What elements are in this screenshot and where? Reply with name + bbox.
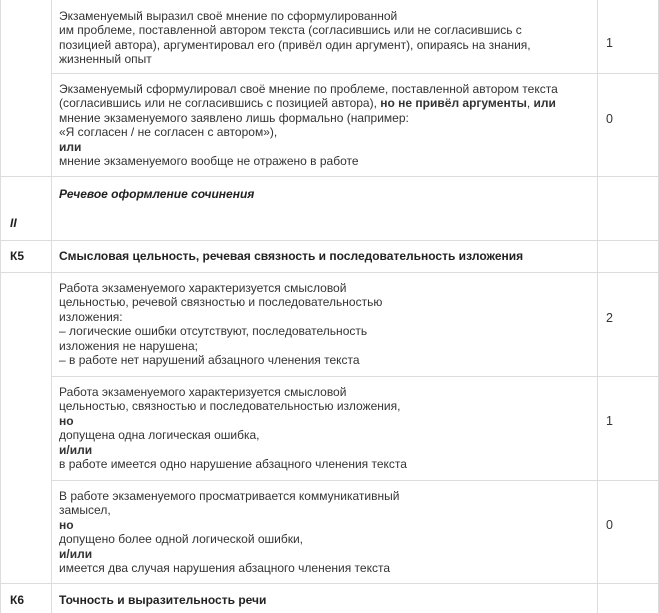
- section-number: II: [10, 216, 17, 230]
- table-border-left: [0, 0, 1, 613]
- criterion-code: К6: [10, 593, 24, 607]
- score-value: 0: [606, 518, 613, 532]
- score-value: 1: [606, 414, 613, 428]
- criterion-text: Работа экзаменуемого характеризуется смысловой цельностью, связностью и последовательностью изложения, но допущена одна логическая ошибка, и/или в работе имеется одно нарушение абзацного членения текста: [59, 385, 407, 472]
- row-divider: [0, 583, 659, 584]
- criterion-text: В работе экзаменуемого просматривается коммуникативный замысел, но допущено более одной логической ошибки, и/или имеется два случая нарушения абзацного членения текста: [59, 489, 400, 576]
- criterion-title: Точность и выразительность речи: [59, 593, 267, 607]
- column-divider-1: [51, 0, 52, 613]
- row-divider: [0, 176, 659, 177]
- criterion-code: К5: [10, 249, 24, 263]
- row-divider: [0, 272, 659, 273]
- score-value: 1: [606, 36, 613, 50]
- criterion-text: Экзаменуемый сформулировал своё мнение по проблеме, поставленной автором текста (согласившись или не согласившись с позицией автора), но не привёл аргументы, или мнение экзаменуемого заявлено лишь формально (например: «Я согласен / не согласен с автором»), или мнение экзаменуемого вообще не отражено в работе: [59, 82, 558, 169]
- column-divider-2: [597, 0, 598, 613]
- section-title: Речевое оформление сочинения: [59, 187, 255, 201]
- score-value: 0: [606, 112, 613, 126]
- row-divider: [0, 240, 659, 241]
- row-divider: [51, 376, 659, 377]
- row-divider: [51, 480, 659, 481]
- criterion-title: Смысловая цельность, речевая связность и последовательность изложения: [59, 249, 524, 263]
- score-value: 2: [606, 311, 613, 325]
- criterion-text: Экзаменуемый выразил своё мнение по сформулированной им проблеме, поставленной автором текста (согласившись или не согласившись с позицией автора), аргументировал его (привёл один аргумент), опираясь на знания, жизненный опыт: [59, 9, 531, 67]
- row-divider: [51, 73, 659, 74]
- criterion-text: Работа экзаменуемого характеризуется смысловой цельностью, речевой связностью и последовательностью изложения: – логические ошибки отсутствуют, последовательность изложения не нарушена; – в работе нет нарушений абзацного членения текста: [59, 281, 383, 368]
